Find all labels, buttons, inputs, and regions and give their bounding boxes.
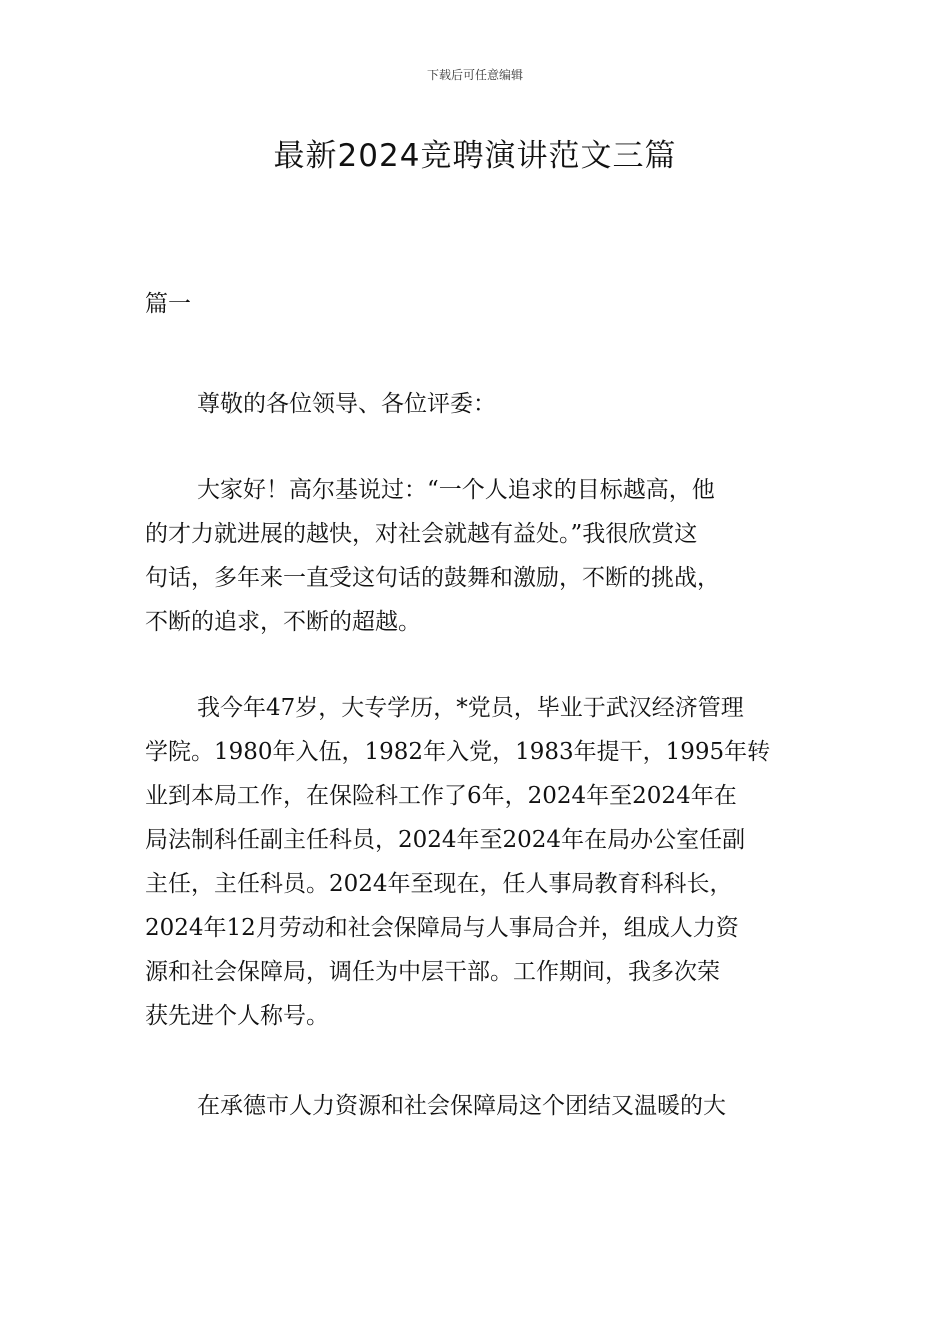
greeting-line: 尊敬的各位领导、各位评委： [197, 391, 496, 417]
intro-line-4: 不断的追求，不断的超越。 [145, 609, 421, 635]
document-title: 最新2024竞聘演讲范文三篇 [273, 138, 677, 174]
bio-line-5: 主任，主任科员。2024年至现在，任人事局教育科科长， [145, 871, 733, 897]
bio-line-7: 源和社会保障局，调任为中层干部。工作期间，我多次荣 [145, 959, 720, 985]
intro-paragraph [145, 468, 810, 644]
greeting-paragraph [145, 382, 810, 426]
bio-line-6: 2024年12月劳动和社会保障局与人事局合并，组成人力资 [145, 915, 739, 941]
bio-line-3: 业到本局工作，在保险科工作了6年，2024年至2024年在 [145, 783, 737, 809]
intro-line-2: 的才力就进展的越快，对社会就越有益处。”我很欣赏这 [145, 521, 698, 547]
section-label: 篇一 [145, 291, 191, 317]
bio-line-4: 局法制科任副主任科员，2024年至2024年在局办公室任副 [145, 827, 746, 853]
header-note: 下载后可任意编辑 [426, 68, 523, 82]
bio-paragraph [145, 686, 810, 1038]
closing-paragraph [145, 1084, 810, 1128]
intro-line-1: 大家好！高尔基说过：“一个人追求的目标越高，他 [197, 477, 715, 503]
bio-line-1: 我今年47岁，大专学历，*党员，毕业于武汉经济管理 [197, 695, 744, 721]
document-body [145, 282, 810, 1128]
bio-line-2: 学院。1980年入伍，1982年入党，1983年提干，1995年转 [145, 739, 771, 765]
intro-line-3: 句话，多年来一直受这句话的鼓舞和激励，不断的挑战， [145, 565, 720, 591]
bio-line-8: 获先进个人称号。 [145, 1003, 329, 1029]
closing-line-1: 在承德市人力资源和社会保障局这个团结又温暖的大 [197, 1093, 726, 1119]
